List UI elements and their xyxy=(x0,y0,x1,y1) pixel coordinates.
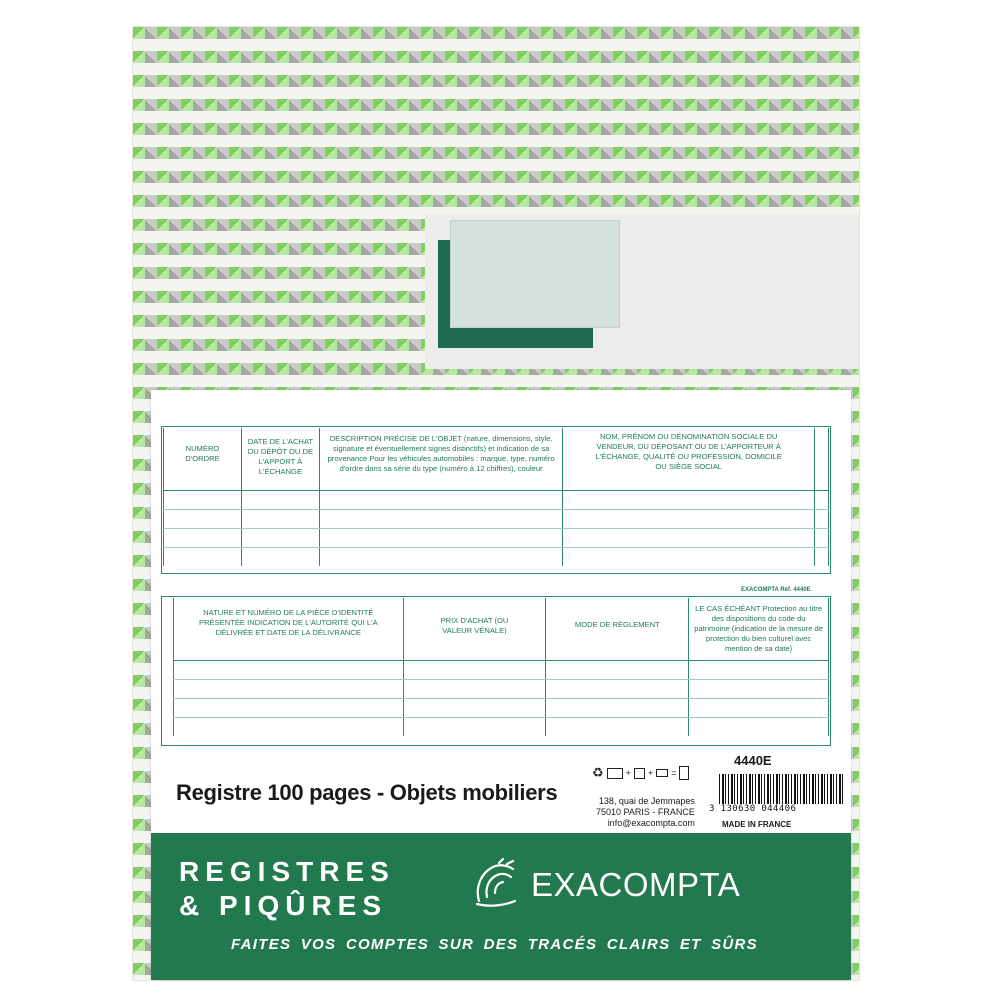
table-cell xyxy=(815,509,829,528)
upper-table xyxy=(163,428,829,566)
table-cell xyxy=(563,547,815,566)
band-line-2: & PIQÛRES xyxy=(179,890,388,921)
table-cell xyxy=(164,509,242,528)
reference-text: EXACOMPTA Réf. 4440E xyxy=(741,587,811,593)
barcode xyxy=(719,774,844,804)
table-cell xyxy=(241,509,319,528)
table-cell xyxy=(174,717,404,736)
table-cell xyxy=(319,547,563,566)
table-cell xyxy=(689,679,829,698)
table-cell xyxy=(319,490,563,509)
header-mode-reglement: MODE DE RÈGLEMENT xyxy=(546,598,689,660)
brand-name: EXACOMPTA xyxy=(531,866,741,903)
registres-piqures-title xyxy=(179,855,395,923)
table-cell xyxy=(403,717,546,736)
table-cell xyxy=(563,528,815,547)
table-cell xyxy=(563,509,815,528)
table-cell xyxy=(174,660,404,679)
table-cell xyxy=(319,528,563,547)
table-cell xyxy=(546,698,689,717)
table-cell xyxy=(403,660,546,679)
header-numero-ordre: NUMÉRO D'ORDRE xyxy=(164,428,242,490)
table-cell xyxy=(815,528,829,547)
recycle-icon: ♻ + + = xyxy=(592,765,689,781)
band-line-1: REGISTRES xyxy=(179,856,395,887)
product-code: 4440E xyxy=(734,753,772,768)
header-spacer xyxy=(815,428,829,490)
label-window xyxy=(450,220,620,328)
header-description: DESCRIPTION PRÉCISE DE L'OBJET (nature, dimensions, style, signature et éventuellement signes distinctifs) et indication de sa provenance Pour les véhicules automobiles : marque, type, numéro d'ordre dans sa série du type (numéro à 12 chiffres), couleur xyxy=(319,428,563,490)
barcode-number: 3 130630 044406 xyxy=(709,804,797,814)
table-cell xyxy=(403,679,546,698)
table-cell xyxy=(563,490,815,509)
table-cell xyxy=(689,660,829,679)
table-cell xyxy=(815,547,829,566)
address-line-2: 75010 PARIS - FRANCE xyxy=(596,807,695,817)
table-cell xyxy=(174,679,404,698)
table-cell xyxy=(164,490,242,509)
table-cell xyxy=(689,698,829,717)
header-date-achat: DATE DE L'ACHAT DU DÉPÔT OU DE L'APPORT À L'ÉCHANGE xyxy=(241,428,319,490)
address-line-1: 138, quai de Jemmapes xyxy=(598,796,695,806)
slogan: FAITES VOS COMPTES SUR DES TRACÉS CLAIRS ET SÛRS xyxy=(231,936,758,953)
header-nom-vendeur: NOM, PRÉNOM OU DÉNOMINATION SOCIALE DU VENDEUR, DU DÉPOSANT OU DE L'APPORTEUR À L'ÉCHANGE, QUALITÉ OU PROFESSION, DOMICILE OU SIÈGE SOCIAL xyxy=(563,428,815,490)
lower-table xyxy=(173,598,829,736)
logo-icon xyxy=(469,857,523,909)
made-in-label: MADE IN FRANCE xyxy=(722,820,792,829)
product-title: Registre 100 pages - Objets mobiliers xyxy=(176,780,558,805)
table-cell xyxy=(164,528,242,547)
table-cell xyxy=(241,547,319,566)
table-cell xyxy=(241,528,319,547)
brand-band xyxy=(151,833,851,980)
table-cell xyxy=(164,547,242,566)
table-cell xyxy=(546,717,689,736)
address-block xyxy=(596,796,695,829)
table-cell xyxy=(174,698,404,717)
header-protection: LE CAS ÉCHÉANT Protection au titre des dispositions du code du patrimoine (indication de la mesure de protection du bien culturel avec mention de sa date) xyxy=(689,598,829,660)
header-piece-identite: NATURE ET NUMÉRO DE LA PIÈCE D'IDENTITÉ PRÉSENTÉE INDICATION DE L'AUTORITÉ QUI L'A DÉLIVRÉE ET DATE DE LA DÉLIVRANCE xyxy=(174,598,404,660)
table-cell xyxy=(241,490,319,509)
address-line-3: info@exacompta.com xyxy=(607,818,695,828)
product-sticker xyxy=(151,390,851,980)
table-cell xyxy=(815,490,829,509)
table-cell xyxy=(403,698,546,717)
table-cell xyxy=(546,660,689,679)
table-cell xyxy=(319,509,563,528)
header-prix-achat: PRIX D'ACHAT (OU VALEUR VÉNALE) xyxy=(403,598,546,660)
table-cell xyxy=(546,679,689,698)
table-cell xyxy=(689,717,829,736)
